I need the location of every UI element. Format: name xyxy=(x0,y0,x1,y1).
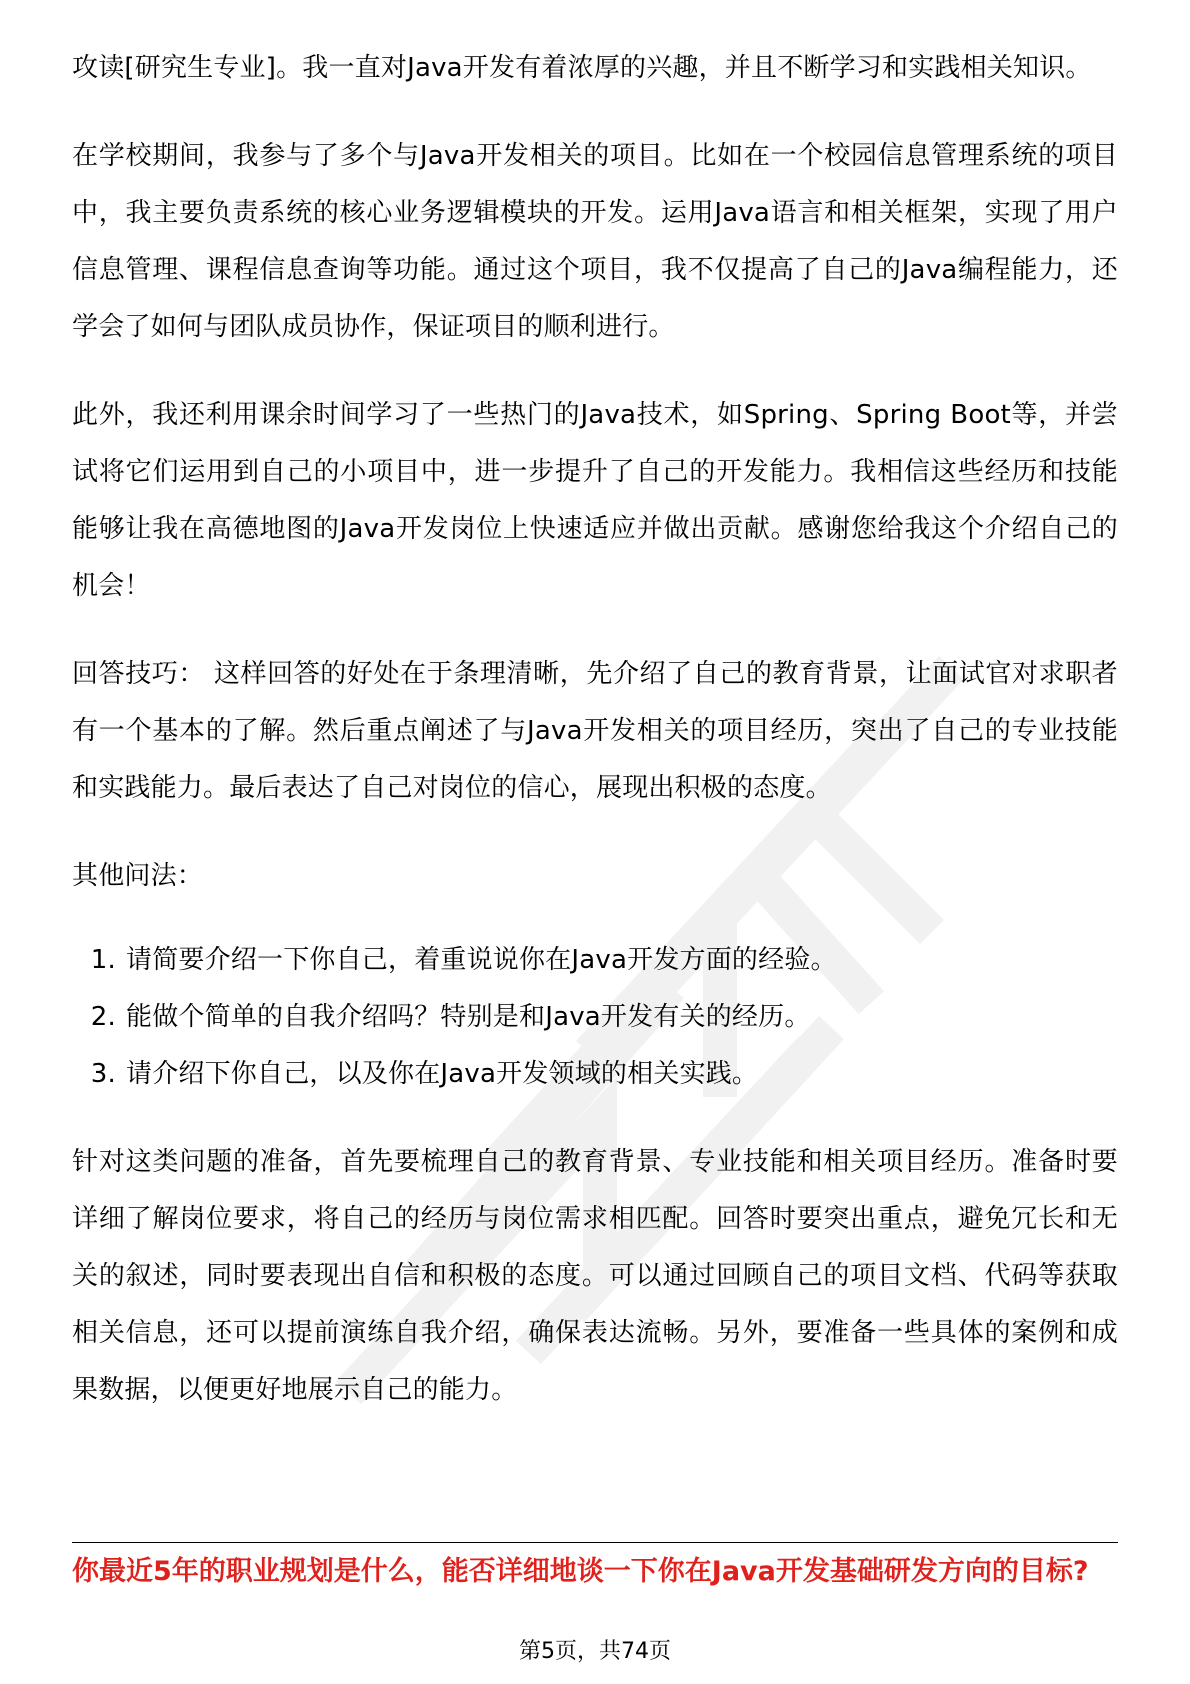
other-questions-list xyxy=(72,932,1118,1103)
list-item-number: 3. xyxy=(90,1059,116,1089)
preparation-paragraph: 针对这类问题的准备，首先要梳理自己的教育背景、专业技能和相关项目经历。准备时要详细了解岗位要求，将自己的经历与岗位需求相匹配。回答时要突出重点，避免冗长和无关的叙述，同时要表现出自信和积极的态度。可以通过回顾自己的项目文档、代码等获取相关信息，还可以提前演练自我介绍，确保表达流畅。另外，要准备一些具体的案例和成果数据，以便更好地展示自己的能力。 xyxy=(72,1147,1118,1405)
page-number-footer: 第5页，共74页 xyxy=(519,1639,671,1664)
section-divider xyxy=(72,1542,1118,1543)
list-item-text: 请介绍下你自己，以及你在Java开发领域的相关实践。 xyxy=(126,1059,759,1089)
list-item xyxy=(72,989,1118,1046)
list-item-number: 1. xyxy=(90,945,116,975)
list-item-text: 请简要介绍一下你自己，着重说说你在Java开发方面的经验。 xyxy=(126,945,837,975)
list-item-number: 2. xyxy=(90,1002,116,1032)
intro-paragraph: 攻读[研究生专业]。我一直对Java开发有着浓厚的兴趣，并且不断学习和实践相关知识。 xyxy=(72,53,1092,83)
project-experience-paragraph: 在学校期间，我参与了多个与Java开发相关的项目。比如在一个校园信息管理系统的项目中，我主要负责系统的核心业务逻辑模块的开发。运用Java语言和相关框架，实现了用户信息管理、课程信息查询等功能。通过这个项目，我不仅提高了自己的Java编程能力，还学会了如何与团队成员协作，保证项目的顺利进行。 xyxy=(72,141,1118,342)
main-content xyxy=(72,40,1118,1450)
answer-tips-paragraph: 回答技巧： 这样回答的好处在于条理清晰，先介绍了自己的教育背景，让面试官对求职者有一个基本的了解。然后重点阐述了与Java开发相关的项目经历，突出了自己的专业技能和实践能力。最后表达了自己对岗位的信心，展现出积极的态度。 xyxy=(72,659,1118,803)
other-questions-heading: 其他问法： xyxy=(72,861,204,891)
skills-paragraph: 此外，我还利用课余时间学习了一些热门的Java技术，如Spring、Spring Boot等，并尝试将它们运用到自己的小项目中，进一步提升了自己的开发能力。我相信这些经历和技能能够让我在高德地图的Java开发岗位上快速适应并做出贡献。感谢您给我这个介绍自己的机会！ xyxy=(72,400,1118,601)
list-item xyxy=(72,1046,1118,1103)
list-item-text: 能做个简单的自我介绍吗？特别是和Java开发有关的经历。 xyxy=(126,1002,811,1032)
list-item xyxy=(72,932,1118,989)
next-question-heading: 你最近5年的职业规划是什么，能否详细地谈一下你在Java开发基础研发方向的目标? xyxy=(72,1556,1089,1587)
